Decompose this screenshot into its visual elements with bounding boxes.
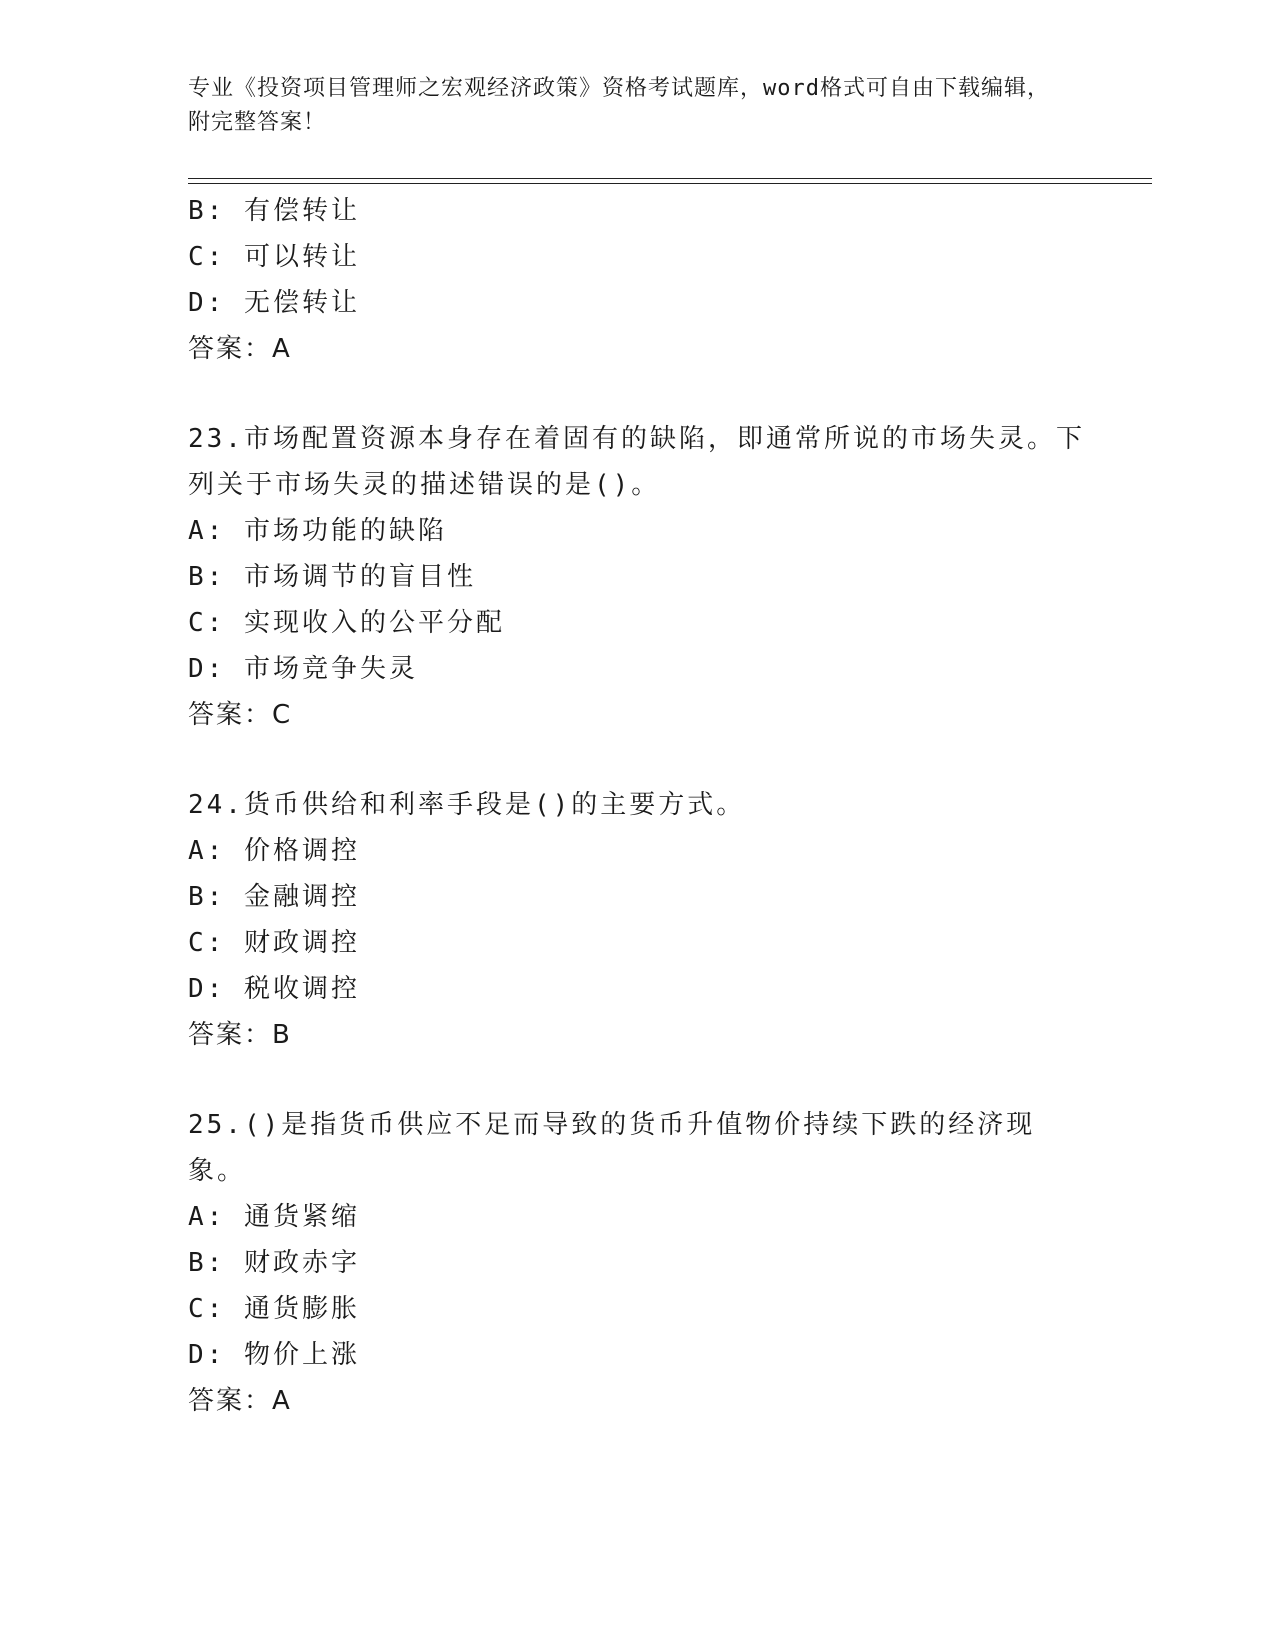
question-24 [188, 782, 1088, 1058]
answer-line: 答案：B [188, 1020, 292, 1050]
option-c: C: 财政调控 [188, 928, 360, 958]
option-c: C: 可以转让 [188, 242, 360, 272]
option-a: A: 市场功能的缺陷 [188, 516, 447, 546]
option-a: A: 通货紧缩 [188, 1202, 360, 1232]
option-d: D: 税收调控 [188, 974, 360, 1004]
document-header: 专业《投资项目管理师之宏观经济政策》资格考试题库，word格式可自由下载编辑，附完整答案！ [188, 76, 1050, 135]
question-23 [188, 416, 1088, 738]
question-stem: 23.市场配置资源本身存在着固有的缺陷，即通常所说的市场失灵。下列关于市场失灵的描述错误的是()。 [188, 424, 1085, 500]
document-body [188, 188, 1088, 1424]
question-stem: 24.货币供给和利率手段是()的主要方式。 [188, 790, 746, 820]
header-divider-top [188, 178, 1152, 179]
spacer [188, 1058, 1088, 1102]
option-d: D: 无偿转让 [188, 288, 360, 318]
option-b: B: 有偿转让 [188, 196, 360, 226]
option-b: B: 金融调控 [188, 882, 360, 912]
answer-line: 答案：A [188, 334, 292, 364]
option-b: B: 财政赤字 [188, 1248, 360, 1278]
answer-line: 答案：C [188, 700, 293, 730]
option-c: C: 实现收入的公平分配 [188, 608, 505, 638]
spacer [188, 738, 1088, 782]
answer-line: 答案：A [188, 1386, 292, 1416]
question-25 [188, 1102, 1088, 1424]
question-22-continued [188, 188, 1088, 372]
question-stem: 25.()是指货币供应不足而导致的货币升值物价持续下跌的经济现象。 [188, 1110, 1036, 1186]
option-c: C: 通货膨胀 [188, 1294, 360, 1324]
option-d: D: 市场竞争失灵 [188, 654, 418, 684]
header-divider-bottom [188, 183, 1152, 184]
option-b: B: 市场调节的盲目性 [188, 562, 476, 592]
option-d: D: 物价上涨 [188, 1340, 360, 1370]
option-a: A: 价格调控 [188, 836, 360, 866]
spacer [188, 372, 1088, 416]
